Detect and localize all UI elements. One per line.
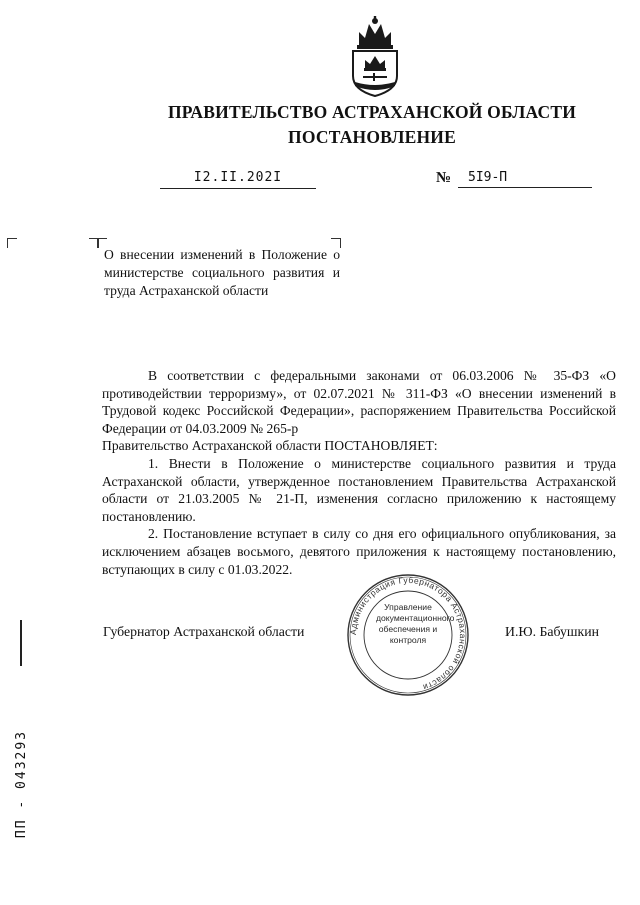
number-sign: № (436, 170, 452, 186)
resolve-paragraph: Правительство Астраханской области ПОСТАНОВЛЯЕТ: (102, 438, 438, 454)
coat-of-arms-emblem (345, 16, 405, 98)
signer-title: Губернатор Астраханской области (103, 624, 305, 639)
document-body (102, 367, 616, 578)
document-date: I2.II.202I (160, 168, 316, 189)
corner-mark (7, 238, 17, 248)
preamble-paragraph: В соответствии с федеральными законами от 06.03.2006 № 35-ФЗ «О противодействии терроризму», от 02.07.2021 № 311-ФЗ «О внесении изменений в Трудовой кодекс Российской Федерации», распоряжением Правительства Российской Федерации от 04.03.2009 № 265-р (102, 368, 616, 436)
stamp-ring-text: Администрация Губернатора Астраханской области (347, 574, 469, 693)
organization-title: ПРАВИТЕЛЬСТВО АСТРАХАНСКОЙ ОБЛАСТИ (167, 102, 577, 122)
item-2-paragraph: 2. Постановление вступает в силу со дня его официального опубликования, за исключением абзацев восьмого, девятого приложения к настоящему постановлению, вступающих в силу с 01.03.2022. (102, 526, 616, 577)
form-serial-number: ПП - 043293 (14, 730, 29, 839)
document-subject: О внесении изменений в Положение о министерстве социального развития и труда Астраханской области (104, 247, 340, 298)
margin-mark (20, 620, 22, 666)
document-type-title: ПОСТАНОВЛЕНИЕ (288, 127, 456, 147)
signer-name: И.Ю. Бабушкин (505, 624, 600, 639)
item-1-paragraph: 1. Внести в Положение о министерстве социального развития и труда Астраханской области, утвержденное постановлением Правительства Астраханской области от 21.03.2005 № 21-П, изменения согласно приложению к настоящему постановлению. (102, 455, 616, 524)
document-number: 5I9-П (458, 168, 592, 188)
stamp-inner-text: Управление документационного обеспечения и контроля (376, 602, 455, 645)
